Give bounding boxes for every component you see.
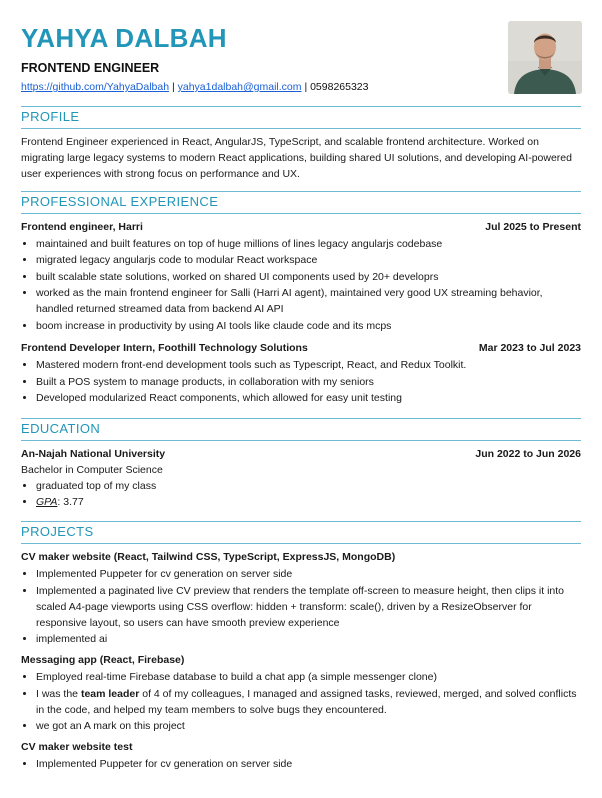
email-link[interactable]: yahya1dalbah@gmail.com — [177, 81, 302, 93]
candidate-name: YAHYA DALBAH — [21, 23, 227, 53]
section-heading: PROFESSIONAL EXPERIENCE — [21, 191, 581, 214]
contact-line — [21, 81, 369, 93]
list-item: • Built a POS system to manage products, in collaboration with my seniors — [36, 374, 581, 391]
project-title: CV maker website test — [21, 741, 133, 754]
education-section — [21, 418, 581, 511]
list-item: • Implemented a paginated live CV preview that renders the template off-screen to measure height, then clips it into scaled A4-page viewports using CSS overflow: hidden + transform: scale(), driven by a ResizeObserver for responsive layout, so users can have smooth preview experience — [36, 583, 581, 631]
job-bullets — [21, 357, 581, 407]
list-item: • Employed real-time Firebase database to build a chat app (a simple messenger clone) — [36, 669, 581, 686]
job-bullets — [21, 236, 581, 335]
list-item: • we got an A mark on this project — [36, 718, 581, 735]
list-item: • worked as the main frontend engineer for Salli (Harri AI agent), maintained very good UX streaming behavior, handled returned streamed data from backend AI API — [36, 285, 581, 318]
experience-section — [21, 191, 581, 407]
gpa-value: : 3.77 — [57, 496, 84, 509]
list-item: • Implemented Puppeter for cv generation on server side — [36, 566, 581, 583]
project-title: Messaging app (React, Firebase) — [21, 654, 185, 667]
job-role: Frontend Developer Intern, Foothill Technology Solutions — [21, 341, 308, 354]
job-dates: Mar 2023 to Jul 2023 — [478, 341, 581, 354]
list-item: • graduated top of my class — [36, 478, 581, 495]
github-link[interactable]: https://github.com/YahyaDalbah — [21, 81, 170, 93]
school-name: An-Najah National University — [21, 447, 166, 460]
contact-separator: | — [301, 81, 311, 93]
section-heading: PROJECTS — [21, 521, 581, 544]
job-entry — [21, 220, 581, 335]
list-item: • boom increase in productivity by using AI tools like claude code and its mcps — [36, 318, 581, 335]
profile-section — [21, 106, 581, 183]
team-leader-text: team leader — [80, 687, 140, 700]
section-heading: EDUCATION — [21, 418, 581, 441]
list-item: • Implemented Puppeter for cv generation on server side — [36, 756, 581, 773]
list-item: • maintained and built features on top of huge millions of lines legacy angularjs codebase — [36, 236, 581, 253]
list-item: • Developed modularized React components, which allowed for easy unit testing — [36, 390, 581, 407]
list-item: • built scalable state solutions, worked on shared UI components used by 20+ developrs — [36, 269, 581, 286]
degree: Bachelor in Computer Science — [21, 463, 163, 476]
job-dates: Jul 2025 to Present — [485, 220, 581, 233]
projects-section — [21, 521, 581, 773]
job-role: Frontend engineer, Harri — [21, 220, 143, 233]
job-entry — [21, 341, 581, 407]
education-bullets — [21, 478, 581, 511]
project-entry — [21, 740, 581, 773]
gpa-label: GPA — [36, 496, 58, 509]
list-item: • implemented ai — [36, 631, 581, 648]
phone-number: 0598265323 — [310, 81, 369, 93]
list-item — [36, 494, 581, 511]
education-dates: Jun 2022 to Jun 2026 — [475, 447, 581, 460]
project-bullets — [21, 566, 581, 647]
section-heading: PROFILE — [21, 106, 581, 129]
project-bullets — [21, 669, 581, 734]
profile-photo — [508, 21, 582, 94]
project-entry — [21, 550, 581, 647]
list-item: • Mastered modern front-end development tools such as Typescript, React, and Redux Toolkit. — [36, 357, 581, 374]
project-entry — [21, 653, 581, 734]
list-item: • migrated legacy angularjs code to modular React workspace — [36, 252, 581, 269]
project-bullets — [21, 756, 581, 773]
profile-summary: Frontend Engineer experienced in React, AngularJS, TypeScript, and scalable frontend architecture. Worked on migrating large legacy systems to modern React applications, building shared UI solutions, and developing AI-powered user experiences with strong focus on performance and UX. — [21, 136, 572, 181]
list-item: • I was the team leader of 4 of my colleagues, I managed and assigned tasks, reviewed, merged, and solved conflicts in the code, and helped my team members to solve bugs they encountered. — [36, 686, 581, 718]
job-title: FRONTEND ENGINEER — [21, 61, 160, 75]
project-title: CV maker website (React, Tailwind CSS, TypeScript, ExpressJS, MongoDB) — [21, 550, 396, 563]
contact-separator: | — [169, 81, 178, 93]
resume-page — [21, 0, 581, 773]
resume-header — [21, 0, 581, 96]
